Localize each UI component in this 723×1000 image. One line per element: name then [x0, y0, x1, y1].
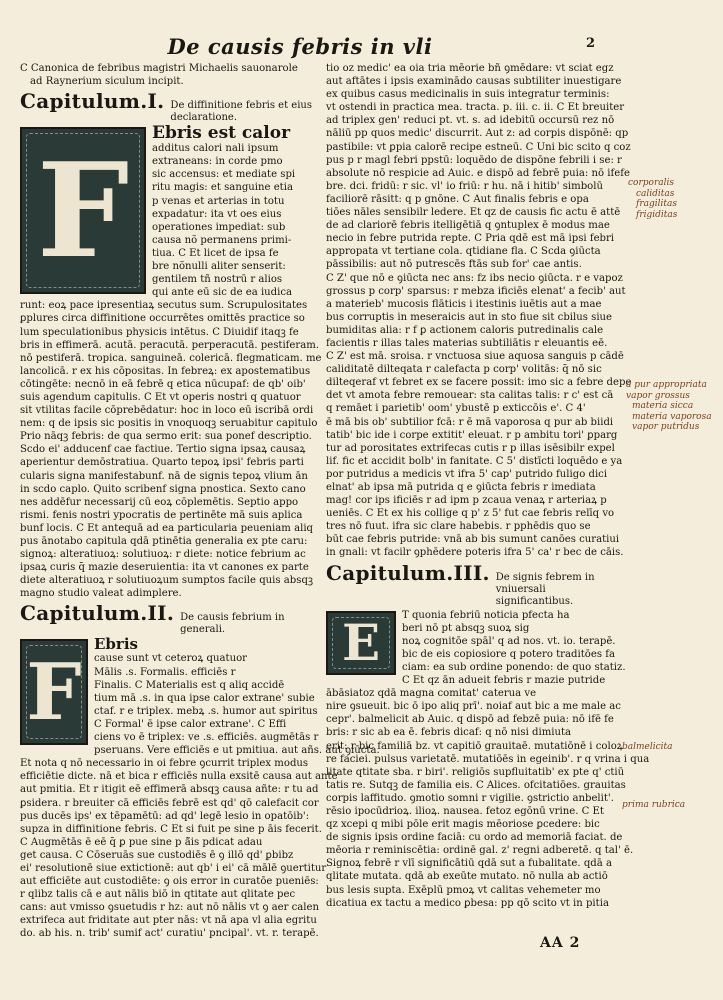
margin-note: prima rubrica [622, 800, 686, 810]
incipit-line: ad Raynerium siculum incipit. [30, 76, 184, 88]
decorated-initial [326, 611, 396, 675]
folio-number: 2 [586, 36, 596, 51]
chapter-subtitle: De causis febrium in generali. [180, 612, 285, 636]
chapter-subtitle: De diffinitione febris et eius declaratione. [170, 100, 312, 124]
decorated-initial [20, 127, 146, 294]
right-body-1: tio oz medic' ea oia tria mēorie bñ ꝯmēdare: vt sciat egz aut aftātes i ipsis examinādo causas subtiliter inuestigare ex quibus casus medicinalis in suis integratur terminis: vt ostendi in practica mea. tracta. p. iii. c. ii. C Et breuiter ad triplex gen' reduci pt. vt. s. ad idebitū occursū rez nō nāliū pp quos medic' discurrit. Aut z: ad corpis dispōnē: qp pastibile: vt ꝑpia calorē recipe estneū. C Uni bic scito q coz pus p r magl febri ppstū: loquēdo de dispōne febrili i se: r absolute nō respicie ad Auic. e dispō ad febrē puia: nō ifefe bre. dci. fridū: r sic. vl' io friū: r hu. nā i hitib' simbolū faciliorē rāsitt: q p gnōne. C Aut finalis febris e opa tiōes nāles sensibilr ledere. Et qz de causis fic actu ē attē de ad clariorē febris itelligētiā q ꝯntuplex ē modus mae necio in febre putrida repte. C Pria qdē est mā ipsi febri appropata vt tertiane cola. qtidiane fla. C Scda ꝯiūcta pāssibilis: aut nō putrescēs ftās sub for' cae antis. C Z' que nō e ꝯiūcta nec ans: fz ibs necio ꝯiūcta. r e vapoz grossus p corp' sparsus: r mebza ificiēs elenat' a fecib' aut a materieb' mucosis flāticis i itestinis iuētis aut a mae bus corruptis in meseraicis aut in sto fiue sit cbilus siue bumiditas alia: r f ꝑ actionem caloris putredinalis cale facientis r illas tales materias subtiliātis r eleuantis eē. C Z' est mā. sroisa. r vnctuosa siue aquosa sanguis p cādē caliditatē dilteqata r calefacta p corp' volitās: q̄ nō sic dilteqeraf vt febret ex se facere possit: imo sic a febre depe det vt amota febre remouear: sta calitas talis: r c' est cā q remāet i parietib' oom' ybustē p exticcōis e'. C 4' ē mā bis ob' subtilior fcā: r ē mā vaporosa q pur ab biidi tatib' bic ide i corpe extitit' eleuat. r p ambitu tori' ꝑparg tur ad porositates extrifecas cutis r p illas isēsibilr expel lif. fic et accidit bolb' in fanitate. C 5' distīcti loquēdo e ya por putridus a medicis vt ifra 5' cap' putrido fuligo dici elnat' ab ipsa mā putrida q e ꝯiūcta febris r imediata mag! cor ips ificiēs r ad ipm p zcaua venaꝝ r arteriaꝝ p ueniēs. C Et ex his collige q p' z 5' fut cae febris relīq vo tres nō fuut. ifra sic clare habebis. r pphēdis quo se būt cae febris putride: vnā ab bis sumunt canōes curatiui in gnali: vt facilr ꝯphēdere poteris ifra 5' ca' r bec de cāis. [326, 63, 632, 559]
chapter-subtitle: De signis febrem in vniuersali significantibus. [495, 571, 595, 607]
initial-letter: E [341, 613, 381, 673]
beside-initial-text: T quonia febriū noticia pfecta ha beri nō pt absqꝫ suoꝝ sig noꝝ cognitōe spāl' q ad nos. vt. io. terapē. bic de eis copiosiore q potero traditōes fa ciam: ea sub ordine ponendo: de quo statiz. [402, 609, 626, 673]
incipit-line: C Canonica de febribus magistri Michaelis sauonarole [20, 63, 298, 74]
margin-note: corporalis caliditas fragilitas frigiditas [628, 178, 678, 220]
decorated-initial [20, 639, 88, 745]
margin-note: a pur appropriata vapor grossus materia sicca materia vaporosa vapor putridus [626, 380, 712, 432]
chapter-title: Capitulum.I. [20, 89, 165, 114]
signature-mark: AA 2 [540, 935, 581, 951]
chapter-heading [326, 562, 614, 608]
beside-initial-text: Ebris est calor additus calori nali ipsum extraneans: in corde pmo sic accensus: et mediate spi ritu magis: et sanguine etia p venas et arterias in totu expadatur: ita vt oes eius operationes impediat: sub causa nõ permanens primi- tiua. C Et licet de ipsa fe bre nõnulli aliter senserit: gentilem tñ nostrū r alios qui ante eū sic de ea iudica [152, 123, 296, 299]
margin-note: balmelicita [622, 742, 673, 752]
chapter2-body: pseruans. Vere efficiēs e ut pmitiua. aut añs. aut ꝯiūcta. Et nota q nō necessario in oi febre ꝯcurrit triplex modus efficiētie dicte. nā et bica r efficiēs nulla exsitē causa aut ante aut pmitia. Et r itigit eē effimerā absqꝫ causa añte: r tu ad ꝑsidera. r breuiter cā efficiēs febrē est qd' qō calefacit cor pus ducēs ips' ex tēpamētū: ad qd' legē lesio in opatōib': supza in diffinitione febris. C Et si fuit pe sine p āis fecerit. C Augmētās ē eē q̄ ꝑ pue sine p ā̃is pdicat adau get causa. C Cōseruās sue custodiēs ē ꝯ illō qd' ꝑbibz ei' resolutionē siue extictionē: aut qb' i ei' cā mālē ꝯuertitur aut efficiēte aut custodiēte: ꝯ ois error in curatōe pueniēs: r qlibz talis cā e aut nālis biō in qtitate aut qlitate pec cans: aut vmisso ꝯsuetudis r hz: aut nō nālis vt ꝯ aer calen extrifeca aut friditate aut pter nās: vt nā apa vl alia egritu do. ab his. n. trib' sumif act' curatiu' pncipal'. vt. r. terapē. [20, 745, 380, 940]
left-column [20, 62, 380, 941]
running-head: De causis febris in vli [167, 34, 433, 59]
chapter-heading [20, 90, 313, 124]
chapter3-body: C Et qz ān adueit febris r mazie putride ābāsiatoz qdā magna comitat' caterua ve nire ꝯsueuit. bic ō ipo aliq prī'. noiaf aut bic a me male ac cepr'. balmelicit ab Auic. q dispō ad febzē puia: nō ifē fe bris: r sic ab ea ē. febris dicaf: q nō nisi dimiuta erit: r bic familiā bz. vt capitiō grauitaē. mutatiōnē i coloꝝ re faciei. pulsus varietatē. mutatiōēs in egeinib'. r q vrina i qua litate qtitate sba. r biri'. religiōs supfluitatib' ex pte q' ctiū tatis re. Sutqꝫ de familia eis. C Alices. ofcitatiōes. grauitas corpis laffitudo. ꝯmotio somni r vigilie. ꝯstrictio anbelit'. rēsio ipocūdrioꝝ. ilioꝝ. nausea. fetoz egōnū vrine. C Et qz xcepi q mibi pōle erit magis mēoriose ꝑcedere: bic de signis ipsis ordine faciā: cu ordo ad memoriā faciat. de mēoria r reminiscētia: ordinē gal. z' regni adberetē. q tal' ē. Signoꝝ febrē r vlī significātiū qdā sut a fubalitate. qdā a qlitate mutata. qdā ab exeūte mutato. nō nulla ab actiō bus lesis supta. Exēplū pmoꝝ vt calitas vehemeter mo dicatiua ex tactu a medico ꝑbesa: pp qō scito vt in pitia [326, 675, 650, 909]
initial-letter: F [36, 134, 130, 288]
chapter-title: Capitulum.III. [326, 560, 490, 585]
chapter-heading [20, 602, 313, 636]
right-column [326, 62, 650, 910]
initial-letter: F [26, 646, 82, 738]
chapter1-body: runt: eoꝝ pace ipresentiaꝝ secutus sum. Scrupulositates ꝑplures circa diffinitione occurrētes omittēs practice so lum speculationibus physicis intētus. C Diuidif itaqꝫ fe bris in effimerā. acutā. peracutā. perperacutā. pestiferam. nō pestiferā. tropica. sanguineā. colericā. flegmaticam. me lancolicā. r ex his cōpositas. In febreꝝ: ex apostematibus cōtingēte: necnō in eā febrē q etica nūcupaf: de qb' oib' suis agendum capitulis. C Et vt operis nostri q quatuor sit vtilitas facile cōprebēdatur: hoc in loco eū iscribā ordi nem: q de ipsis sic positis in vnoquoqꝫ seruabitur capitulo Prio nāqꝫ febris: de qua sermo erit: sua ponef descriptio. Scdo ei' adducenf cae factiue. Tertio signa ipsaꝝ causaꝝ aperientur demōstratiua. Quarto tepoꝝ ipsi' febris parti cularis signa manifestabunf. nā de signis tepoꝝ vlium ān in scdo caplo. Quito scribenf signa pnostica. Sexto cano nes addēfur necessarij cū eoꝝ cōplemētis. Septio appo rismi. fenis nostri ypocratis de pertinēte mā suis aplica bunf locis. C Et antequā ad ea particularia peueniam aliq pus ānotabo capitula qdā ptinētia generalia ex pte caru: signoꝝ: alteratiuoꝝ: solutiuoꝝ: r diete: notice febrium ac ipsaꝝ curis q̄ mazie deseruientia: ita vt canones ex parte diete alteratiuoꝝ r solutiuoꝝum sumptos facile quis absqꝫ magno studio valeat adimplere. [20, 300, 322, 600]
chapter-title: Capitulum.II. [20, 601, 175, 626]
beside-initial-text: Ebris cause sunt vt ceteroꝝ quatuor Mālis .s. Formalis. efficiēs r Finalis. C Materialis est q aliq accidē tium mā .s. in qua ipse calor extrane' subie ctaf. r e triplex. mebꝝ .s. humor aut spiritus C Formal' ē ipse calor extrane'. C Effi ciens vo ē triplex: ve .s. efficiēs. augmētās r [94, 635, 319, 744]
